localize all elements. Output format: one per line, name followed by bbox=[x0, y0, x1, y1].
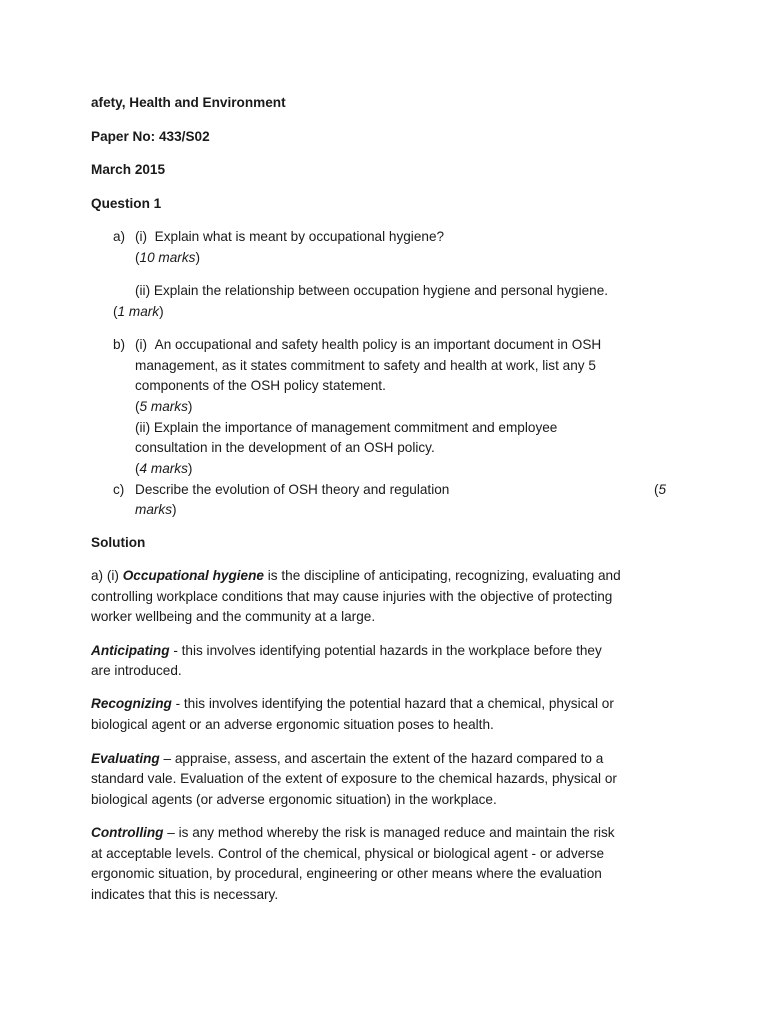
question-text: Explain what is meant by occupational hygiene? bbox=[154, 229, 445, 244]
definition-line2: controlling workplace conditions that may cause injuries with the objective of protecting bbox=[91, 589, 613, 604]
recognizing-line2: biological agent or an adverse ergonomic situation poses to health. bbox=[91, 717, 494, 732]
term-occupational-hygiene: Occupational hygiene bbox=[122, 568, 264, 583]
question-heading: Question 1 bbox=[91, 196, 162, 211]
marks-c-close: marks) bbox=[135, 502, 177, 517]
controlling-line3: ergonomic situation, by procedural, engineering or other means where the evaluation bbox=[91, 866, 602, 881]
sub-item-b-ii-line2: consultation in the development of an OSH policy. bbox=[135, 440, 435, 455]
controlling-line1: Controlling – is any method whereby the risk is managed reduce and maintain the risk bbox=[91, 825, 615, 840]
paper-number: Paper No: 433/S02 bbox=[91, 129, 210, 144]
sub-item-b-i-line1: (i) An occupational and safety health policy is an important document in OSH bbox=[135, 337, 602, 352]
marks-b-ii: (4 marks) bbox=[135, 461, 193, 476]
item-label-c: c) bbox=[113, 482, 125, 497]
evaluating-line3: biological agents (or adverse ergonomic situation) in the workplace. bbox=[91, 792, 497, 807]
term-recognizing: Recognizing bbox=[91, 696, 172, 711]
evaluating-line2: standard vale. Evaluation of the extent of exposure to the chemical hazards, physical or bbox=[91, 771, 617, 786]
marks-b-i: (5 marks) bbox=[135, 399, 193, 414]
recognizing-line1: Recognizing - this involves identifying the potential hazard that a chemical, physical or bbox=[91, 696, 614, 711]
sub-item-c-text: Describe the evolution of OSH theory and regulation bbox=[135, 482, 450, 497]
item-label-b: b) bbox=[113, 337, 126, 352]
term-anticipating: Anticipating bbox=[91, 643, 170, 658]
roman-numeral: (i) bbox=[135, 337, 148, 352]
controlling-line4: indicates that this is necessary. bbox=[91, 887, 279, 902]
anticipating-line1: Anticipating - this involves identifying potential hazards in the workplace before they bbox=[91, 643, 602, 658]
document-title: afety, Health and Environment bbox=[91, 95, 286, 110]
roman-numeral: (i) bbox=[135, 229, 148, 244]
exam-date: March 2015 bbox=[91, 162, 166, 177]
sub-item-b-i-line3: components of the OSH policy statement. bbox=[135, 378, 386, 393]
definition-line3: worker wellbeing and the community at a large. bbox=[91, 609, 376, 624]
controlling-line2: at acceptable levels. Control of the chemical, physical or biological agent - or adverse bbox=[91, 846, 605, 861]
term-controlling: Controlling bbox=[91, 825, 164, 840]
marks-a-ii: (1 mark) bbox=[113, 304, 164, 319]
definition-line1: a) (i) Occupational hygiene is the discipline of anticipating, recognizing, evaluating and bbox=[91, 568, 621, 583]
marks-c-open: (5 bbox=[654, 482, 667, 497]
anticipating-line2: are introduced. bbox=[91, 663, 182, 678]
sub-item-a-ii: (ii) Explain the relationship between occupation hygiene and personal hygiene. bbox=[135, 283, 609, 298]
sub-item-a-i bbox=[135, 227, 444, 248]
item-label-a: a) bbox=[113, 229, 126, 244]
solution-heading: Solution bbox=[91, 535, 146, 550]
term-evaluating: Evaluating bbox=[91, 751, 160, 766]
sub-item-b-ii-line1: (ii) Explain the importance of management commitment and employee bbox=[135, 420, 558, 435]
evaluating-line1: Evaluating – appraise, assess, and ascertain the extent of the hazard compared to a bbox=[91, 751, 604, 766]
marks-a-i: (10 marks) bbox=[135, 250, 200, 265]
sub-item-b-i-line2: management, as it states commitment to safety and health at work, list any 5 bbox=[135, 358, 596, 373]
